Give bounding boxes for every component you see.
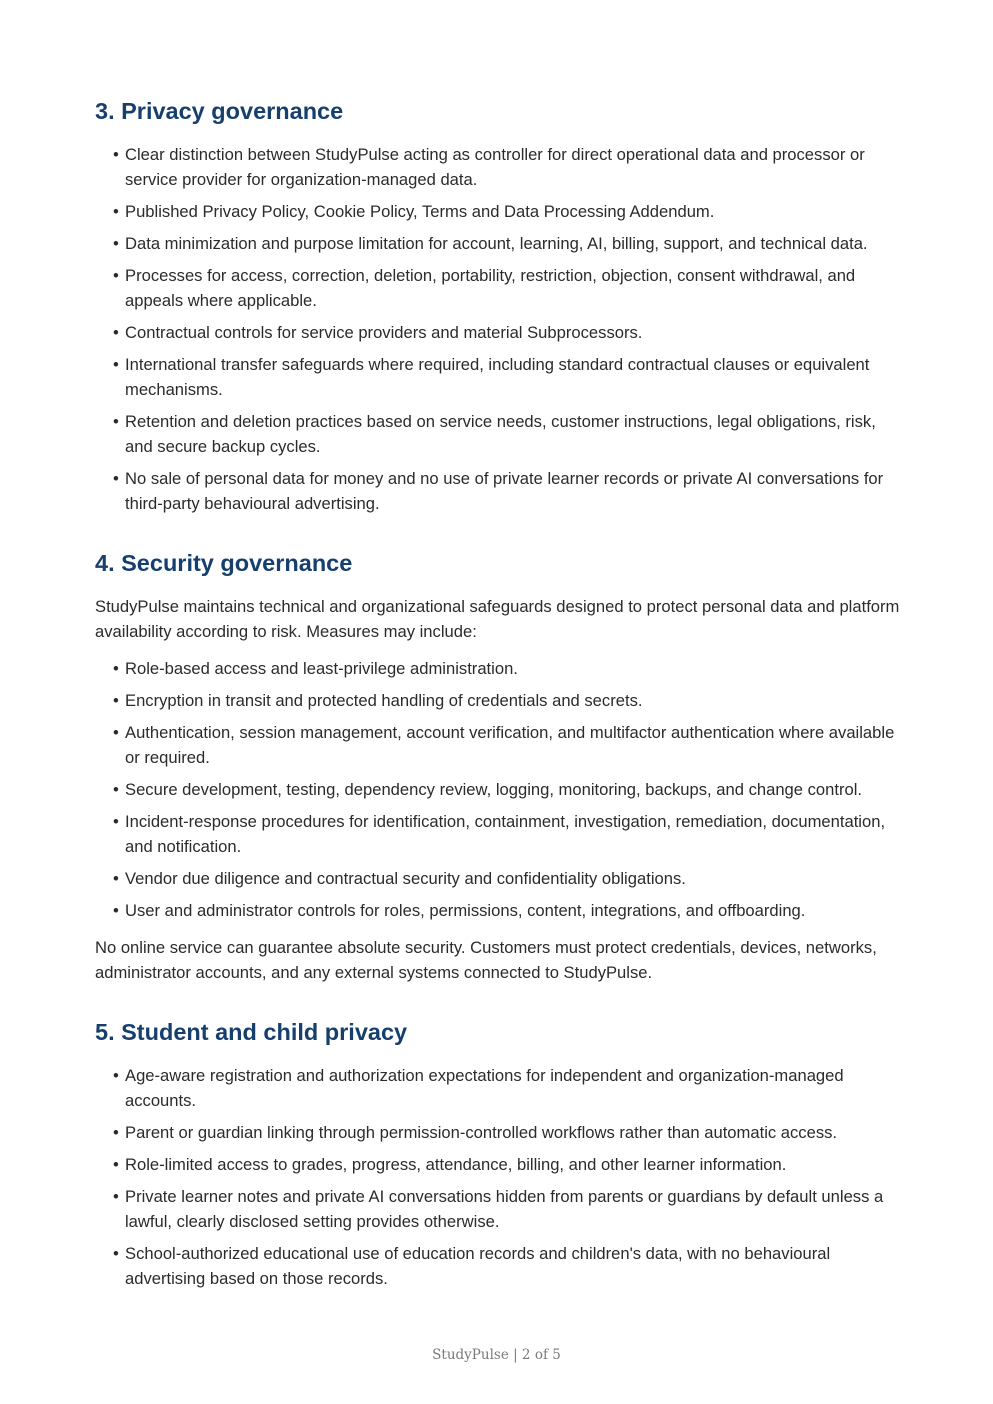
section-outro: No online service can guarantee absolute security. Customers must protect credentials, devices, networks, administrator accounts, and any external systems connected to StudyPulse. <box>95 938 877 982</box>
list-item: • Published Privacy Policy, Cookie Policy, Terms and Data Processing Addendum. <box>113 199 900 224</box>
list-item: • School-authorized educational use of education records and children's data, with no behavioural advertising based on those records. <box>113 1241 900 1291</box>
list-item: • Private learner notes and private AI conversations hidden from parents or guardians by default unless a lawful, clearly disclosed setting provides otherwise. <box>113 1184 900 1234</box>
list-item: • Clear distinction between StudyPulse acting as controller for direct operational data and processor or service provider for organization-managed data. <box>113 142 900 192</box>
list-item: • Incident-response procedures for identification, containment, investigation, remediation, documentation, and notification. <box>113 809 900 859</box>
bullet-list <box>95 656 900 923</box>
list-item: • Role-limited access to grades, progress, attendance, billing, and other learner information. <box>113 1152 900 1177</box>
bullet-list <box>95 142 900 516</box>
section-intro: StudyPulse maintains technical and organizational safeguards designed to protect personal data and platform availability according to risk. Measures may include: <box>95 597 900 641</box>
list-item: • Role-based access and least-privilege administration. <box>113 656 900 681</box>
list-item: • Processes for access, correction, deletion, portability, restriction, objection, consent withdrawal, and appeals where applicable. <box>113 263 900 313</box>
bullet-list <box>95 1063 900 1291</box>
section-security-governance <box>95 546 900 985</box>
section-privacy-governance <box>95 94 900 516</box>
list-item: • Authentication, session management, account verification, and multifactor authentication where available or required. <box>113 720 900 770</box>
section-heading: 3. Privacy governance <box>95 98 344 124</box>
list-item: • Data minimization and purpose limitation for account, learning, AI, billing, support, and technical data. <box>113 231 900 256</box>
list-item: • Vendor due diligence and contractual security and confidentiality obligations. <box>113 866 900 891</box>
list-item: • Parent or guardian linking through permission-controlled workflows rather than automatic access. <box>113 1120 900 1145</box>
page-footer: StudyPulse | 2 of 5 <box>432 1347 561 1363</box>
list-item: • Secure development, testing, dependency review, logging, monitoring, backups, and change control. <box>113 777 900 802</box>
list-item: • Age-aware registration and authorization expectations for independent and organization-managed accounts. <box>113 1063 900 1113</box>
list-item: • Retention and deletion practices based on service needs, customer instructions, legal obligations, risk, and secure backup cycles. <box>113 409 900 459</box>
section-heading: 5. Student and child privacy <box>95 1019 408 1045</box>
list-item: • International transfer safeguards where required, including standard contractual clauses or equivalent mechanisms. <box>113 352 900 402</box>
list-item: • Encryption in transit and protected handling of credentials and secrets. <box>113 688 900 713</box>
list-item: • No sale of personal data for money and no use of private learner records or private AI conversations for third-party behavioural advertising. <box>113 466 900 516</box>
document-page <box>95 94 900 1291</box>
list-item: • Contractual controls for service providers and material Subprocessors. <box>113 320 900 345</box>
list-item: • User and administrator controls for roles, permissions, content, integrations, and offboarding. <box>113 898 900 923</box>
section-student-child-privacy <box>95 1015 900 1291</box>
section-heading: 4. Security governance <box>95 550 353 576</box>
